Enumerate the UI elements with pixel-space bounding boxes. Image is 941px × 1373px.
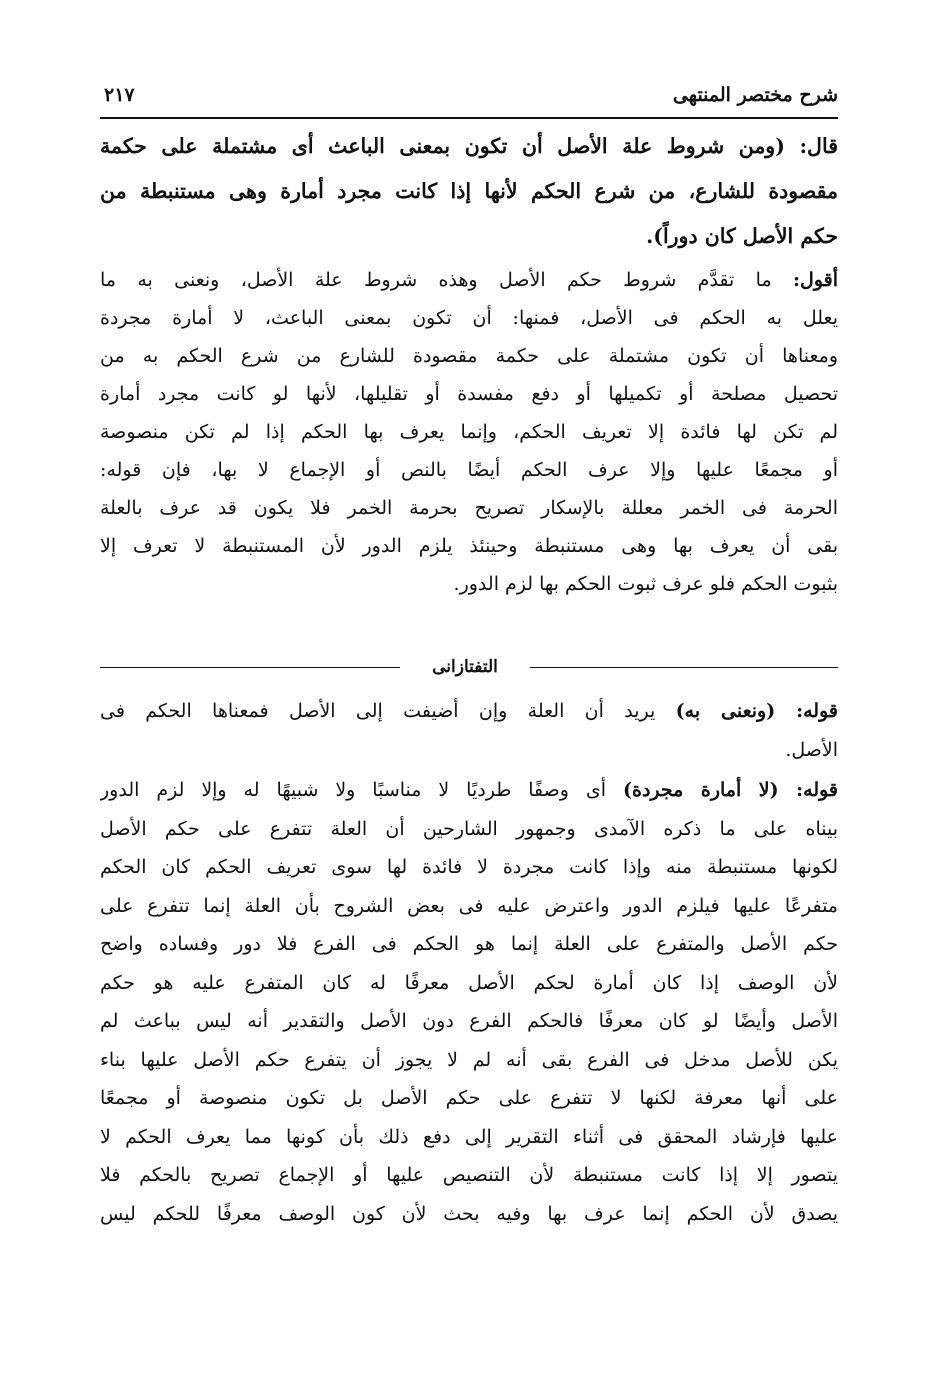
sharh-first-line: ما تقدَّم شروط حكم الأصل وهذه شروط علة الأصل، ونعنى به ما — [100, 269, 772, 291]
commentary-line — [100, 771, 838, 810]
commentary-line: على أنها معرفة لكنها لا تتفرع على حكم الأصل بل تكون منصوصة أو مجمعًا — [100, 1087, 838, 1109]
commentary-line: الأصل. — [785, 738, 838, 761]
running-header — [100, 84, 838, 114]
commentary-first-line: يريد أن العلة وإن أضيفت إلى الأصل فمعناها الحكم فى — [100, 700, 656, 722]
commentary-line: يتصور إلا إذا كانت مستنبطة لأن التنصيص عليها أو الإجماع تصريح بالحكم فلا — [100, 1164, 838, 1186]
section-divider — [100, 655, 838, 679]
main-text-line: قال: (ومن شروط علة الأصل أن تكون بمعنى الباعث أى مشتملة على حكمة — [100, 134, 838, 158]
divider-rule-left — [100, 667, 400, 668]
commentary-line: عليها فإرشاد المحقق فى أثناء التقرير إلى دفع ذلك بأن كونها مما يعرف الحكم لا — [100, 1125, 838, 1148]
commentary-line — [100, 692, 838, 731]
commentary-first-line: أى وصفًا طرديًا لا مناسبًا ولا شبيهًا له وإلا لزم الدور — [100, 779, 607, 801]
sharh-text — [100, 261, 838, 603]
commentary-paragraph-1 — [100, 692, 838, 769]
commentary-line: بيناه على ما ذكره الآمدى وجمهور الشارحين أن العلة تتفرع على حكم الأصل — [100, 817, 838, 840]
sharh-lead: أقول: — [793, 269, 838, 291]
divider-rule-right — [530, 667, 838, 668]
commentary-lead: قوله: (ونعنى به) — [675, 700, 838, 722]
commentary-line: لأن الوصف إذا كان أمارة لحكم الأصل معرفًا له كان المتفرع عليه هو حكم — [100, 971, 838, 994]
divider-label: التفتازانى — [432, 657, 498, 677]
sharh-line: لم تكن لها فائدة إلا تعريف الحكم، وإنما يعرف بها الحكم إذا لم تكن منصوصة — [100, 421, 838, 443]
sharh-line: بقى أن يعرف بها وهى مستنبطة وحينئذ يلزم الدور لأن المستنبطة لا تعرف إلا — [100, 535, 838, 557]
sharh-line: أو مجمعًا عليها وإلا عرف الحكم أيضًا بالنص أو الإجماع لا بها، فإن قوله: — [100, 459, 838, 481]
sharh-line: يعلل به الحكم فى الأصل، فمنها: أن تكون بمعنى الباعث، لا أمارة مجردة — [100, 307, 838, 329]
commentary-paragraph-2 — [100, 771, 838, 1233]
sharh-line: بثبوت الحكم فلو عرف ثبوت الحكم بها لزم الدور. — [453, 573, 838, 595]
commentary-line: يكن للأصل مدخل فى الفرع بقى أنه لم لا يجوز أن يتفرع حكم الأصل عليها بناء — [100, 1048, 838, 1071]
page-number: ٢١٧ — [104, 84, 135, 106]
sharh-line: ومعناها أن تكون مشتملة على حكمة مقصودة للشارع من شرع الحكم به من — [100, 345, 838, 367]
commentary-line: لكونها مستنبطة منه وإذا كانت مجردة لا فائدة لها سوى تعريف الحكم كان الحكم — [100, 856, 838, 878]
sharh-line — [100, 261, 838, 299]
commentary-line: يصدق لأن الحكم إنما عرف بها وفيه بحث لأن كون الوصف معرفًا للحكم ليس — [100, 1202, 838, 1225]
commentary-line: الأصل وأيضًا لو كان معرفًا فالحكم الفرع دون الأصل والتقدير أنه ليس بباعث لم — [100, 1010, 838, 1032]
header-title: شرح مختصر المنتهى — [672, 84, 838, 106]
sharh-line: تحصيل مصلحة أو تكميلها أو دفع مفسدة أو تقليلها، لأنها لو كانت مجرد أمارة — [100, 383, 838, 405]
sharh-line: الحرمة فى الخمر معللة بالإسكار تصريح بحرمة الخمر فلا يكون قد عرف بالعلة — [100, 497, 838, 519]
commentary-line: متفرعًا عليها فيلزم الدور واعترض عليه فى بعض الشروح بأن العلة إنما تتفرع على — [100, 894, 838, 917]
header-rule — [100, 117, 838, 119]
main-text-line: مقصودة للشارع، من شرع الحكم لأنها إذا كانت مجرد أمارة وهى مستنبطة من — [100, 179, 838, 203]
main-text — [100, 124, 838, 259]
main-text-line: حكم الأصل كان دوراً). — [646, 224, 838, 248]
commentary-line: حكم الأصل والمتفرع على العلة إنما هو الحكم فى الفرع فلا دور وفساده واضح — [100, 933, 838, 955]
commentary-lead: قوله: (لا أمارة مجردة) — [623, 779, 838, 801]
